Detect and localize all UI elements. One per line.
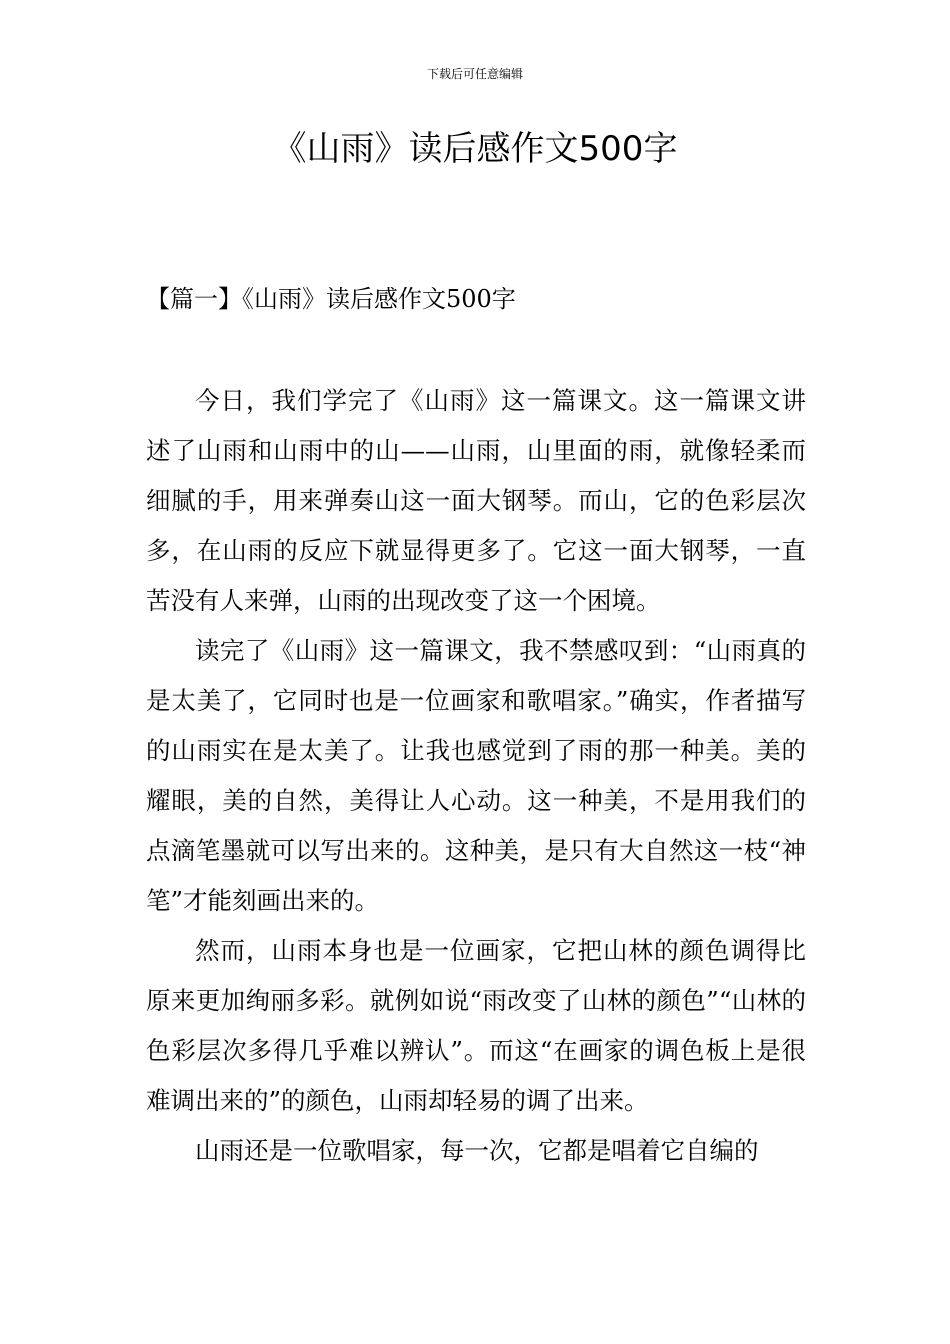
header-note: 下载后可任意编辑	[426, 67, 523, 81]
paragraph: 读完了《山雨》这一篇课文，我不禁感叹到：“山雨真的是太美了，它同时也是一位画家和歌唱家。”确实，作者描写的山雨实在是太美了。让我也感觉到了雨的那一种美。美的耀眼，美的自然，美得让人心动。这一种美，不是用我们的点滴笔墨就可以写出来的。这种美，是只有大自然这一枝“神笔”才能刻画出来的。	[146, 636, 806, 915]
section-heading-text: 《山雨》读后感作文500字	[242, 285, 516, 313]
article-body	[146, 376, 806, 1176]
paragraph: 然而，山雨本身也是一位画家，它把山林的颜色调得比原来更加绚丽多彩。就例如说“雨改变了山林的颜色”“山林的色彩层次多得几乎难以辨认”。而这“在画家的调色板上是很难调出来的”的颜色，山雨却轻易的调了出来。	[146, 936, 806, 1115]
paragraph: 山雨还是一位歌唱家，每一次，它都是唱着它自编的	[195, 1136, 759, 1165]
section-heading	[146, 281, 516, 317]
paragraph: 今日，我们学完了《山雨》这一篇课文。这一篇课文讲述了山雨和山雨中的山——山雨，山里面的雨，就像轻柔而细腻的手，用来弹奏山这一面大钢琴。而山，它的色彩层次多，在山雨的反应下就显得更多了。它这一面大钢琴，一直苦没有人来弹，山雨的出现改变了这一个困境。	[146, 386, 806, 615]
section-bracket-label: 【篇一】	[146, 285, 242, 313]
document-title: 《山雨》读后感作文500字	[272, 129, 678, 169]
